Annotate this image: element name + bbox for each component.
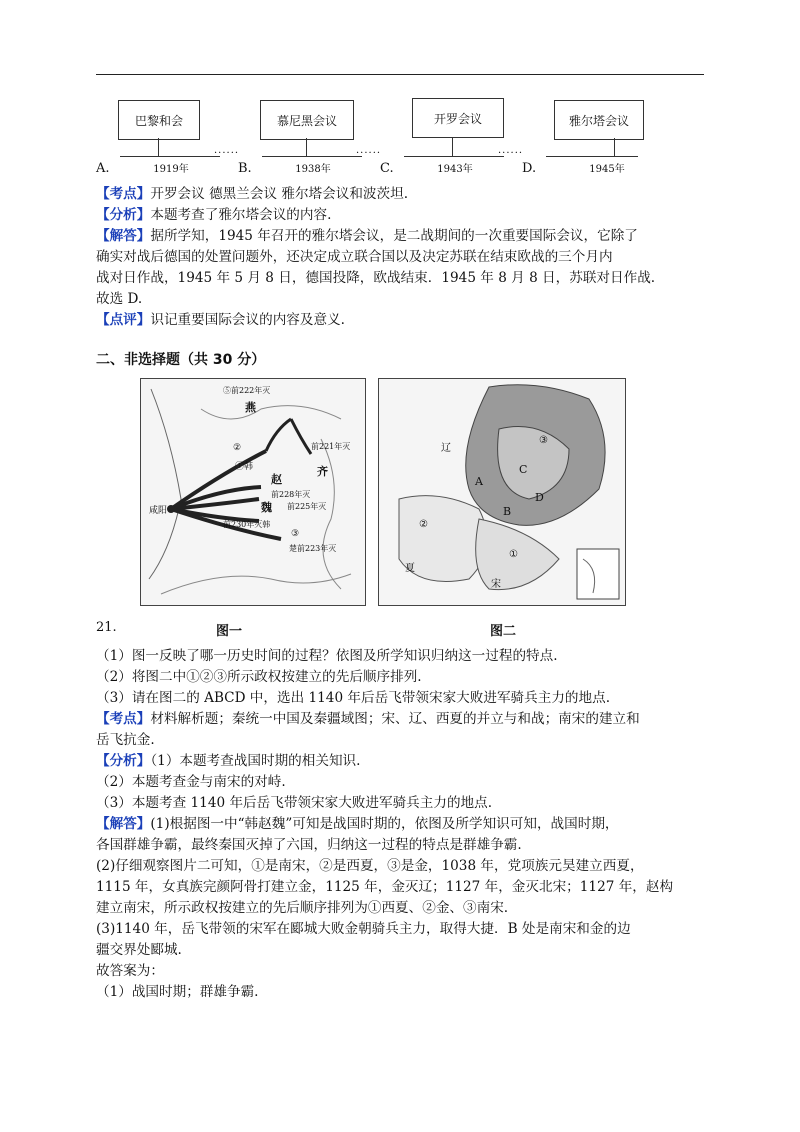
dianping-tag: 【点评】 <box>96 312 151 328</box>
q21-jieda-line-2: 各国群雄争霸，最终秦国灭掉了六国，归纳这一过程的特点是群雄争霸. <box>96 837 522 853</box>
q21-jieda-line-7: 疆交界处郾城. <box>96 942 182 958</box>
option-c-stem <box>452 138 453 156</box>
q21-jieda-line-3: (2)仔细观察图片二可知，①是南宋，②是西夏，③是金，1038 年，党项族元昊建立西夏， <box>96 858 644 874</box>
q21-jieda-line-6: (3)1140 年，岳飞带领的宋军在郾城大败金朝骑兵主力，取得大捷．B 处是南宋和金的边 <box>96 921 631 937</box>
option-c-axis <box>404 156 504 157</box>
map2-label-0: 辽 <box>441 443 451 454</box>
option-b-letter: B. <box>238 161 252 176</box>
map1-label-9: 前225年灭 <box>287 502 327 511</box>
kaodian-tag: 【考点】 <box>96 711 151 727</box>
map-1 <box>140 378 366 606</box>
map1-label-10: 前230年灭韩 <box>223 520 271 529</box>
option-a-figure <box>96 98 240 178</box>
map1-label-1: 燕 <box>245 401 256 414</box>
map1-label-13: 咸阳 <box>149 506 168 516</box>
option-b-year: 1938年 <box>295 164 331 175</box>
option-b-figure <box>238 98 382 178</box>
q21-fenxi-line-1: （1）本题考查战国时期的相关知识. <box>150 753 361 769</box>
map2-label-9: 宋 <box>491 579 501 590</box>
q20-kaodian-text: 开罗会议 德黑兰会议 雅尔塔会议和波茨坦. <box>150 186 409 202</box>
map1-label-2: 赵 <box>271 473 282 486</box>
map1-label-7: ② <box>233 443 242 453</box>
option-d-box: 雅尔塔会议 <box>554 100 644 140</box>
q21-fenxi-line-3: （3）本题考查 1140 年后岳飞带领宋家大败进军骑兵主力的地点. <box>96 795 493 811</box>
jieda-tag: 【解答】 <box>96 816 151 832</box>
option-b-box: 慕尼黑会议 <box>260 100 354 140</box>
jieda-tag: 【解答】 <box>96 228 151 244</box>
option-b-axis <box>262 156 362 157</box>
q20-dianping-text: 识记重要国际会议的内容及意义. <box>150 312 346 328</box>
figure-2-caption: 图二 <box>490 624 517 639</box>
option-a-axis <box>120 156 220 157</box>
map1-label-11: ③ <box>291 529 300 539</box>
q20-fenxi <box>96 206 331 224</box>
map-2-drawing <box>379 379 625 605</box>
q21-jieda-line-1: (1)根据图一中“韩赵魏”可知是战国时期的，依图及所学知识可知，战国时期， <box>150 816 619 832</box>
option-c-figure <box>380 98 524 178</box>
map2-label-2: A <box>475 475 483 488</box>
option-c-year: 1943年 <box>437 164 473 175</box>
option-a-stem <box>158 138 159 156</box>
option-a-letter: A. <box>96 161 110 176</box>
q20-fenxi-text: 本题考查了雅尔塔会议的内容. <box>150 207 332 223</box>
q21-jieda-line-4: 1115 年，女真族完颜阿骨打建立金，1125 年，金灭辽；1127 年，金灭北宋；1127 年，赵构 <box>96 879 674 895</box>
option-b-ellipsis: ······ <box>356 148 382 159</box>
map1-label-6: ①韩 <box>235 462 254 472</box>
q20-jieda <box>96 227 638 245</box>
option-a-year: 1919年 <box>153 164 189 175</box>
map1-label-8: 魏 <box>261 501 272 514</box>
q20-jieda-line-2: 确实对战后德国的处置问题外，还决定成立联合国以及决定苏联在结束欧战的三个月内 <box>96 249 613 265</box>
header-rule <box>96 74 704 75</box>
option-d-axis <box>546 156 638 157</box>
map-2 <box>378 378 626 606</box>
map1-label-0: ⑤前222年灭 <box>223 386 271 395</box>
map1-label-12: 楚前223年灭 <box>289 544 337 553</box>
q20-kaodian <box>96 185 408 203</box>
figure-1-caption: 图一 <box>216 624 243 639</box>
option-c-box: 开罗会议 <box>412 98 504 138</box>
map2-label-6: ② <box>419 519 428 530</box>
map2-label-7: ③ <box>539 435 548 446</box>
map2-label-8: 夏 <box>405 563 415 574</box>
map2-label-3: B <box>503 505 512 518</box>
q21-sub-2: （2）将图二中①②③所示政权按建立的先后顺序排列. <box>96 669 422 685</box>
option-d-letter: D. <box>522 161 537 176</box>
map2-label-5: ① <box>509 549 518 560</box>
option-c-letter: C. <box>380 161 394 176</box>
q21-answer-1: （1）战国时期；群雄争霸. <box>96 984 259 1000</box>
map1-label-5: 前228年灭 <box>271 490 311 499</box>
q20-jieda-line-1: 据所学知，1945 年召开的雅尔塔会议，是二战期间的一次重要国际会议，它除了 <box>150 228 638 244</box>
option-d-figure <box>522 98 660 178</box>
q20-jieda-line-3: 战对日作战，1945 年 5 月 8 日，德国投降，欧战结束．1945 年 8 月 8 日，苏联对日作战. <box>96 270 656 286</box>
q21-jieda-line-5: 建立南宋，所示政权按建立的先后顺序排列为①西夏、②金、③南宋. <box>96 900 509 916</box>
option-d-year: 1945年 <box>589 164 625 175</box>
q21-kaodian-line-2: 岳飞抗金. <box>96 732 155 748</box>
q21-number: 21. <box>96 620 117 635</box>
option-a-ellipsis: ······ <box>214 148 240 159</box>
option-b-stem <box>306 138 307 156</box>
option-d-stem <box>614 138 615 156</box>
option-c-ellipsis: ······ <box>498 148 524 159</box>
map2-label-1: C <box>519 463 528 476</box>
q21-sub-1: （1）图一反映了哪一历史时间的过程？依图及所学知识归纳这一过程的特点. <box>96 648 558 664</box>
fenxi-tag: 【分析】 <box>96 753 151 769</box>
section-title: 二、非选择题（共 30 分） <box>96 352 266 368</box>
q21-jieda <box>96 815 619 833</box>
map2-label-4: D <box>535 491 544 504</box>
fenxi-tag: 【分析】 <box>96 207 151 223</box>
q20-dianping <box>96 311 345 329</box>
q21-answer-title: 故答案为： <box>96 963 164 979</box>
q21-fenxi <box>96 752 360 770</box>
q21-sub-3: （3）请在图二的 ABCD 中，选出 1140 年后岳飞带领宋家大败进军骑兵主力的地点. <box>96 690 611 706</box>
kaodian-tag: 【考点】 <box>96 186 151 202</box>
q21-fenxi-line-2: （2）本题考查金与南宋的对峙. <box>96 774 286 790</box>
map1-label-3: 前221年灭 <box>311 442 351 451</box>
q21-kaodian-line-1: 材料解析题；秦统一中国及秦疆域图；宋、辽、西夏的并立与和战；南宋的建立和 <box>150 711 640 727</box>
map1-label-4: 齐 <box>317 465 328 478</box>
q21-kaodian <box>96 710 640 728</box>
q20-jieda-line-4: 故选 D. <box>96 291 143 307</box>
option-a-box: 巴黎和会 <box>118 100 200 140</box>
